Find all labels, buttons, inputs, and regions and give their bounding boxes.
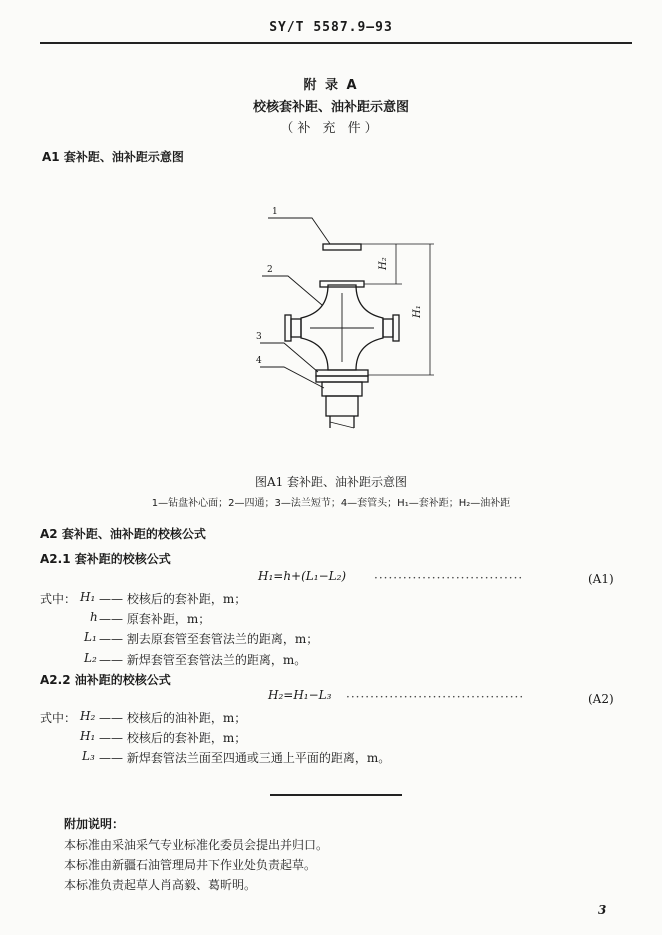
- a2-2-def-3-symbol: L₃: [82, 749, 95, 763]
- rotary-bushing-plate: [323, 244, 361, 250]
- a2-1-def-2-symbol: h: [90, 610, 98, 624]
- appendix-note: （补 充 件）: [280, 121, 382, 136]
- section-a1-heading: A1 套补距、油补距示意图: [42, 150, 184, 164]
- a2-1-heading: A2.1 套补距的校核公式: [40, 552, 171, 566]
- a2-2-def-1-text: —— 校核后的油补距，m；: [99, 711, 247, 725]
- page-number: 3: [598, 903, 607, 917]
- appendix-title: 校核套补距、油补距示意图: [252, 100, 409, 115]
- additional-note-1: 本标准由采油采气专业标准化委员会提出并归口。: [64, 838, 329, 852]
- section-a2-heading: A2 套补距、油补距的校核公式: [40, 527, 206, 541]
- left-flange: [285, 315, 291, 341]
- a2-2-def-2-symbol: H₁: [80, 729, 96, 743]
- a2-1-def-3-symbol: L₁: [84, 630, 97, 644]
- formula-a2: H₂=H₁−L₃: [268, 688, 332, 702]
- a2-2-where-label: 式中：: [40, 711, 77, 725]
- callout-3-leader: [260, 343, 318, 372]
- additional-note-3: 本标准负责起草人肖高毅、葛昕明。: [64, 878, 257, 892]
- callout-4-leader: [260, 367, 324, 388]
- a2-2-def-2-text: —— 校核后的套补距，m；: [99, 731, 247, 745]
- a2-2-heading: A2.2 油补距的校核公式: [40, 673, 171, 687]
- a2-1-def-1-text: —— 校核后的套补距，m；: [99, 592, 247, 606]
- right-outlet: [383, 319, 393, 337]
- flange-spool-lower: [316, 376, 368, 382]
- formula-a1-leader: ·······························: [374, 571, 524, 585]
- additional-notes-heading: 附加说明：: [64, 817, 125, 831]
- a2-1-def-3-text: —— 割去原套管至套管法兰的距离，m；: [99, 632, 319, 646]
- figure-legend: 1—钻盘补心面；2—四通；3—法兰短节；4—套管头；H₁—套补距；H₂—油补距: [151, 498, 511, 509]
- wellhead-diagram: [240, 200, 460, 445]
- left-outlet: [291, 319, 301, 337]
- figure-caption: 图A1 套补距、油补距示意图: [254, 475, 408, 489]
- callout-2-label: 2: [267, 265, 273, 275]
- a2-1-where-label: 式中：: [40, 592, 77, 606]
- dimension-h1-label: H₁: [412, 305, 423, 318]
- dimension-h2-label: H₂: [378, 257, 389, 270]
- appendix-label: 附 录 A: [303, 78, 359, 93]
- header-rule: [40, 42, 632, 44]
- callout-3-label: 3: [256, 332, 262, 342]
- section-separator: [270, 794, 402, 796]
- standard-number: SY/T 5587.9—93: [269, 20, 393, 35]
- a2-1-def-1-symbol: H₁: [80, 590, 96, 604]
- a2-1-def-4-text: —— 新焊套管至套管法兰的距离，m。: [99, 653, 307, 667]
- a2-2-def-1-symbol: H₂: [80, 709, 96, 723]
- a2-1-def-4-symbol: L₂: [84, 651, 97, 665]
- top-flange: [320, 281, 364, 287]
- callout-1-leader: [268, 218, 330, 244]
- callout-4-label: 4: [256, 356, 262, 366]
- a2-1-def-2-text: —— 原套补距，m；: [99, 612, 211, 626]
- formula-a2-leader: ·····································: [346, 690, 525, 704]
- a2-2-def-3-text: —— 新焊套管法兰面至四通或三通上平面的距离，m。: [99, 751, 391, 765]
- formula-a2-tag: (A2): [588, 692, 614, 706]
- formula-a1-tag: (A1): [588, 572, 614, 586]
- casing-head: [322, 382, 362, 396]
- additional-note-2: 本标准由新疆石油管理局井下作业处负责起草。: [64, 858, 317, 872]
- callout-1-label: 1: [272, 207, 278, 217]
- casing-head-body: [326, 396, 358, 416]
- flange-spool-upper: [316, 370, 368, 376]
- right-flange: [393, 315, 399, 341]
- casing-break-line: [330, 422, 354, 428]
- formula-a1: H₁=h+(L₁−L₂): [258, 569, 347, 583]
- callout-2-leader: [262, 276, 322, 305]
